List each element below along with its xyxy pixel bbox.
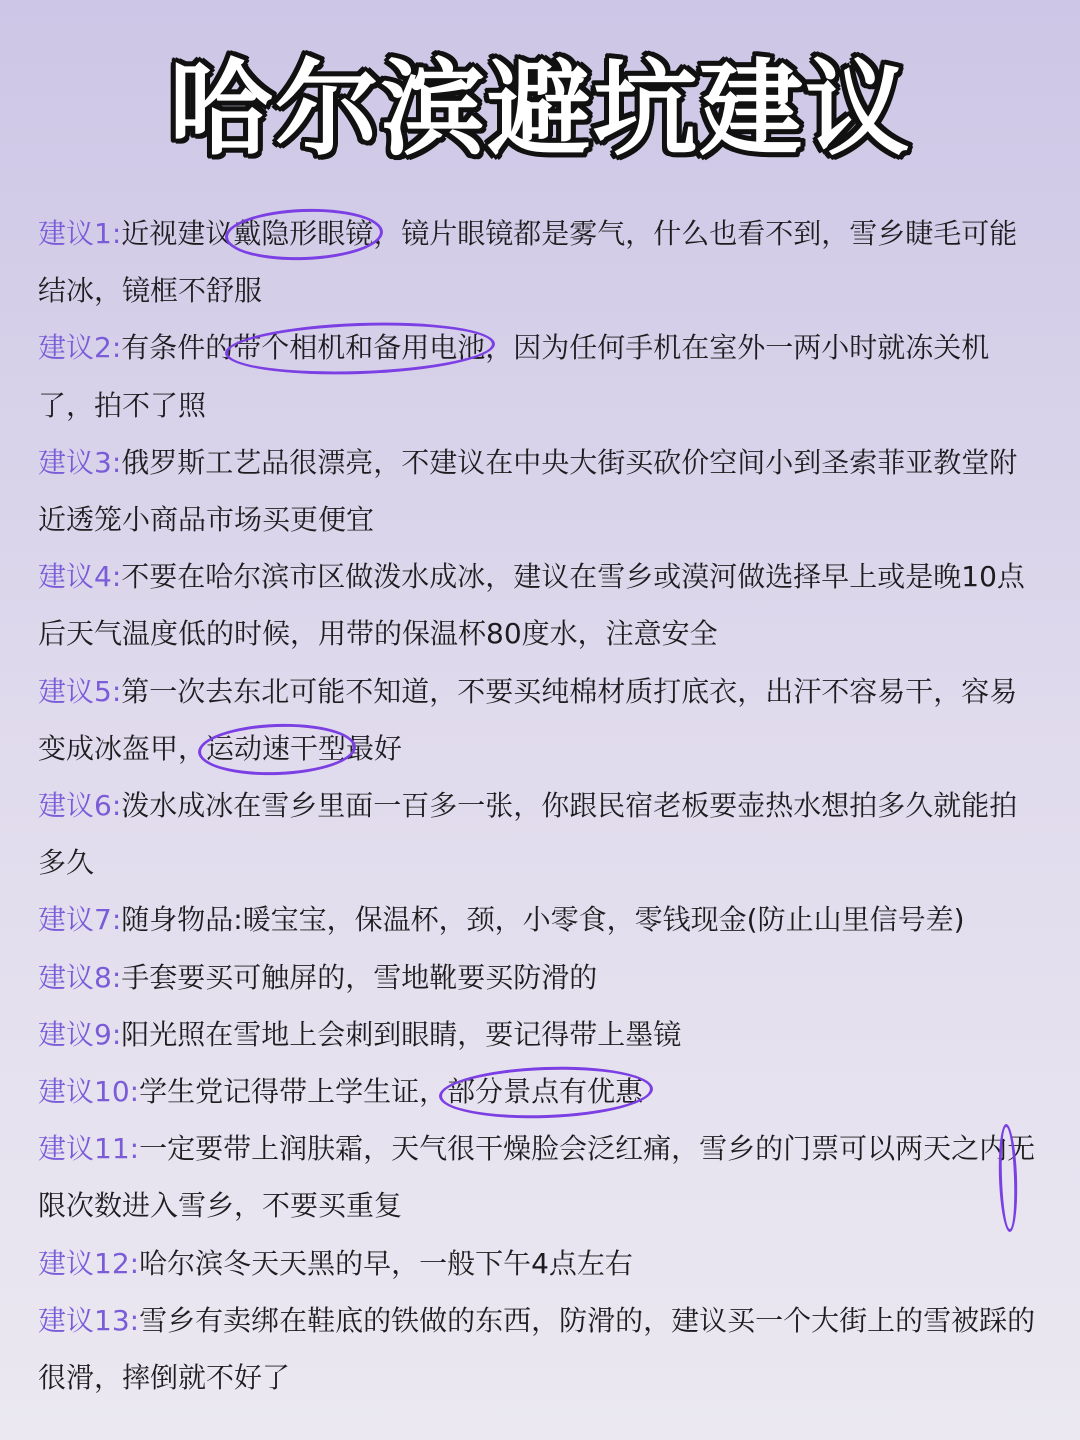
tip-text: 近视建议 (121, 217, 234, 250)
tip-text: 不要在哈尔滨市区做泼水成冰，建议在雪乡或漠河做选择早上或是晚10点后天气温度低的时候，用带的保温杯80度水，注意安全 (38, 560, 1025, 651)
tip-label: 建议9: (38, 1017, 122, 1051)
tip-label: 建议6: (38, 789, 122, 823)
page-title: 哈尔滨避坑建议 (168, 48, 911, 170)
tip-highlight: 无限次数进入雪乡，不要买重复 (38, 1132, 1036, 1223)
tip-13 (38, 1292, 1044, 1406)
tip-label: 建议3: (38, 445, 122, 479)
tip-label: 建议13: (38, 1303, 140, 1337)
tip-highlight: 部分景点有优惠 (447, 1075, 644, 1109)
tip-4 (38, 548, 1044, 662)
tip-text: 阳光照在雪地上会刺到眼睛，要记得带上墨镜 (121, 1017, 682, 1051)
tip-label: 建议11: (38, 1132, 140, 1166)
tip-9 (38, 1006, 1044, 1063)
tip-text: 第一次去东北可能不知道，不要买纯棉材质打底衣，出汗不容易干，容易变成冰盔甲， (38, 674, 1018, 765)
tip-2 (38, 319, 1044, 433)
tip-label: 建议2: (38, 331, 122, 365)
tip-highlight: 带个相机和备用电池 (233, 331, 486, 365)
tip-highlight: 运动速干型 (206, 731, 347, 765)
tip-label: 建议12: (38, 1246, 140, 1280)
tip-8 (38, 949, 1044, 1006)
tip-10 (38, 1063, 1044, 1120)
tip-3 (38, 434, 1044, 548)
tip-1 (38, 205, 1044, 319)
tip-label: 建议5: (38, 674, 122, 708)
tip-6 (38, 777, 1044, 891)
tip-label: 建议8: (38, 960, 122, 994)
tip-text: 随身物品:暖宝宝，保温杯，颈，小零食，零钱现金(防止山里信号差) (121, 903, 965, 937)
tip-text: 哈尔滨冬天天黑的早，一般下午4点左右 (139, 1246, 633, 1280)
tip-text: 有条件的 (121, 331, 234, 365)
tip-highlight: 戴隐形眼镜 (233, 217, 374, 250)
tip-text: 一定要带上润肤霜，天气很干燥脸会泛红痛，雪乡的门票可以两天之内 (139, 1132, 1008, 1166)
tip-text-rest: 最好 (346, 731, 403, 765)
tips-list (38, 205, 1044, 1406)
tip-7 (38, 891, 1044, 948)
tip-text: 手套要买可触屏的，雪地靴要买防滑的 (121, 960, 598, 994)
tip-text: 学生党记得带上学生证， (139, 1075, 448, 1109)
tip-label: 建议4: (38, 560, 122, 594)
tip-text: 俄罗斯工艺品很漂亮，不建议在中央大街买砍价空间小到圣索菲亚教堂附近透笼小商品市场买更便宜 (38, 445, 1018, 537)
tip-text: 泼水成冰在雪乡里面一百多一张，你跟民宿老板要壶热水想拍多久就能拍多久 (38, 789, 1018, 880)
tip-12 (38, 1235, 1044, 1292)
tip-11 (38, 1120, 1044, 1234)
tip-label: 建议1: (38, 217, 122, 250)
tip-text: 雪乡有卖绑在鞋底的铁做的东西，防滑的，建议买一个大街上的雪被踩的很滑，摔倒就不好了 (38, 1303, 1036, 1395)
tip-text-rest: ，镜片眼镜都是雾气，什么也看不到，雪乡睫毛可能结冰，镜框不舒服 (38, 217, 1018, 308)
tip-label: 建议10: (38, 1075, 140, 1109)
tip-label: 建议7: (38, 903, 122, 937)
tip-text-rest: ，因为任何手机在室外一两小时就冻关机了，拍不了照 (38, 331, 990, 422)
tip-5 (38, 663, 1044, 777)
